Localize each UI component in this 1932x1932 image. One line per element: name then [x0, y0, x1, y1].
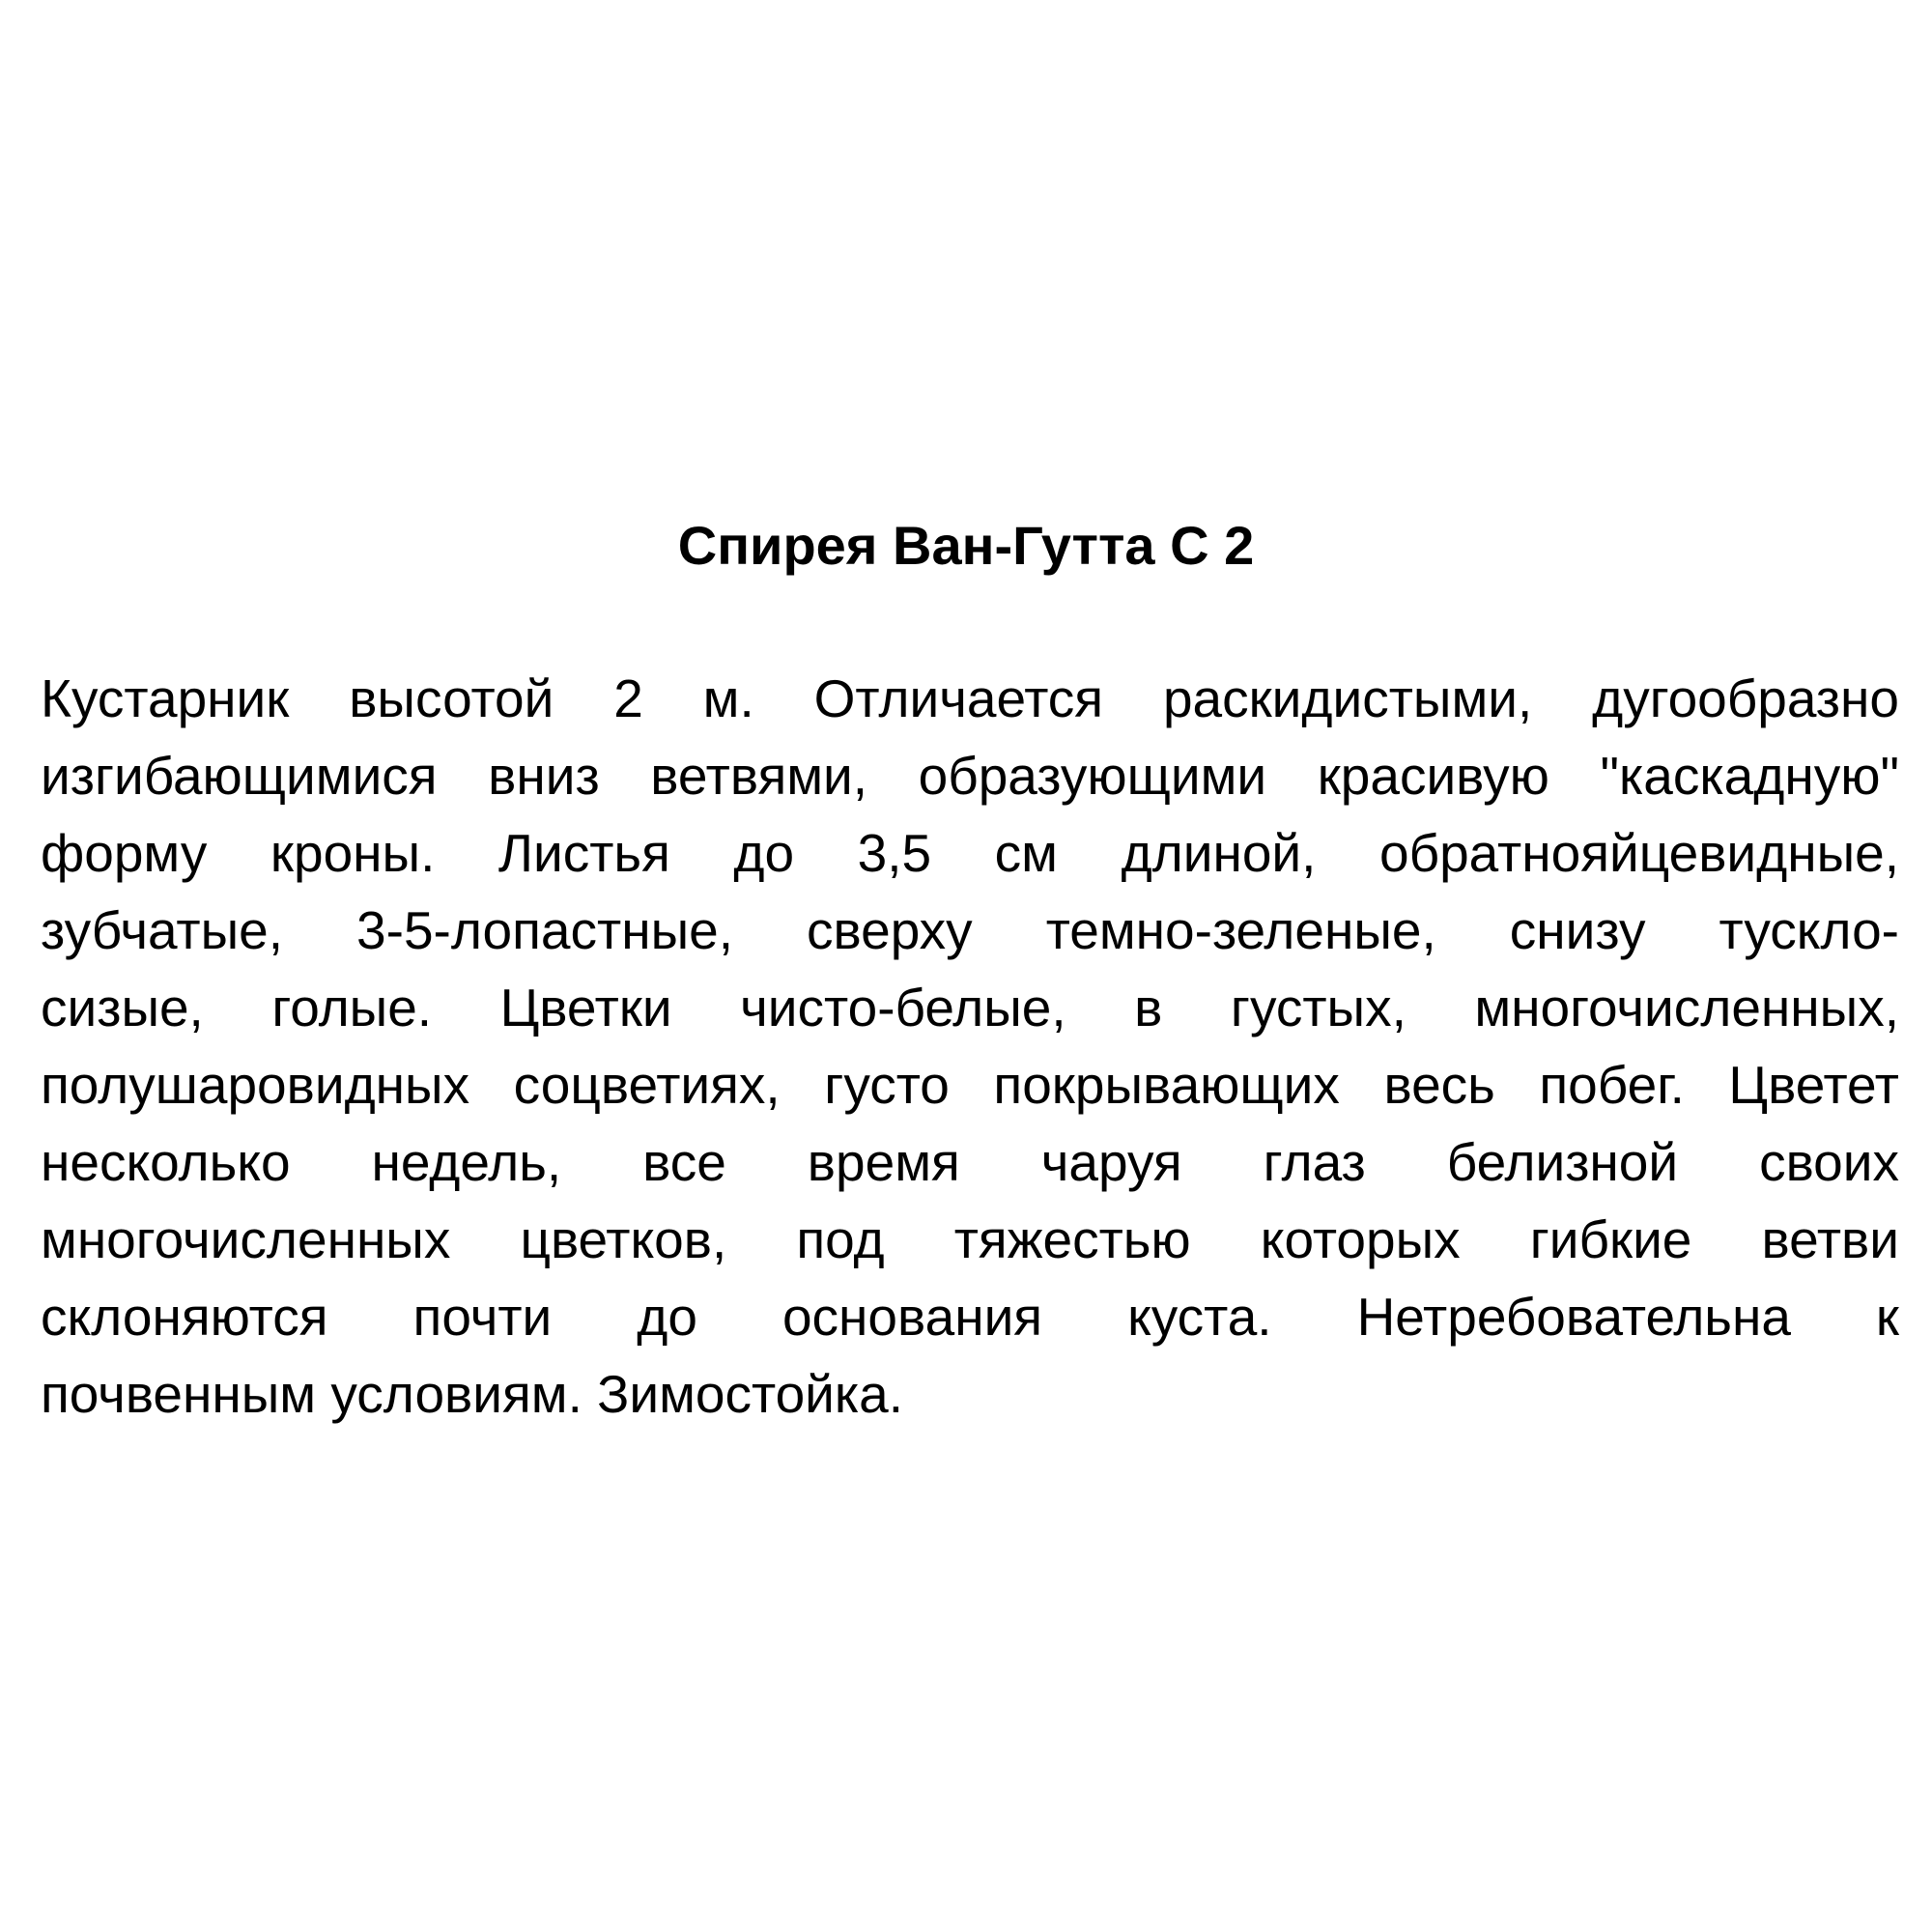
paragraph-line: форму кроны. Листья до 3,5 см длиной, обратнояйцевидные, [41, 823, 1899, 883]
description-paragraph [41, 660, 1899, 1433]
paragraph-line: почвенным условиям. Зимостойка. [41, 1364, 904, 1424]
paragraph-line: полушаровидных соцветиях, густо покрывающих весь побег. Цветет [41, 1055, 1899, 1115]
paragraph-line: несколько недель, все время чаруя глаз белизной своих [41, 1132, 1899, 1192]
paragraph-line: склоняются почти до основания куста. Нетребовательна к [41, 1287, 1899, 1347]
paragraph-line: сизые, голые. Цветки чисто-белые, в густых, многочисленных, [41, 978, 1899, 1037]
paragraph-line: многочисленных цветков, под тяжестью которых гибкие ветви [41, 1209, 1899, 1269]
paragraph-line: изгибающимися вниз ветвями, образующими красивую "каскадную" [41, 746, 1899, 806]
paragraph-line: зубчатые, 3-5-лопастные, сверху темно-зеленые, снизу тускло- [41, 900, 1899, 960]
page-title: Спирея Ван-Гутта С 2 [677, 515, 1255, 576]
paragraph-line: Кустарник высотой 2 м. Отличается раскидистыми, дугообразно [41, 668, 1899, 728]
